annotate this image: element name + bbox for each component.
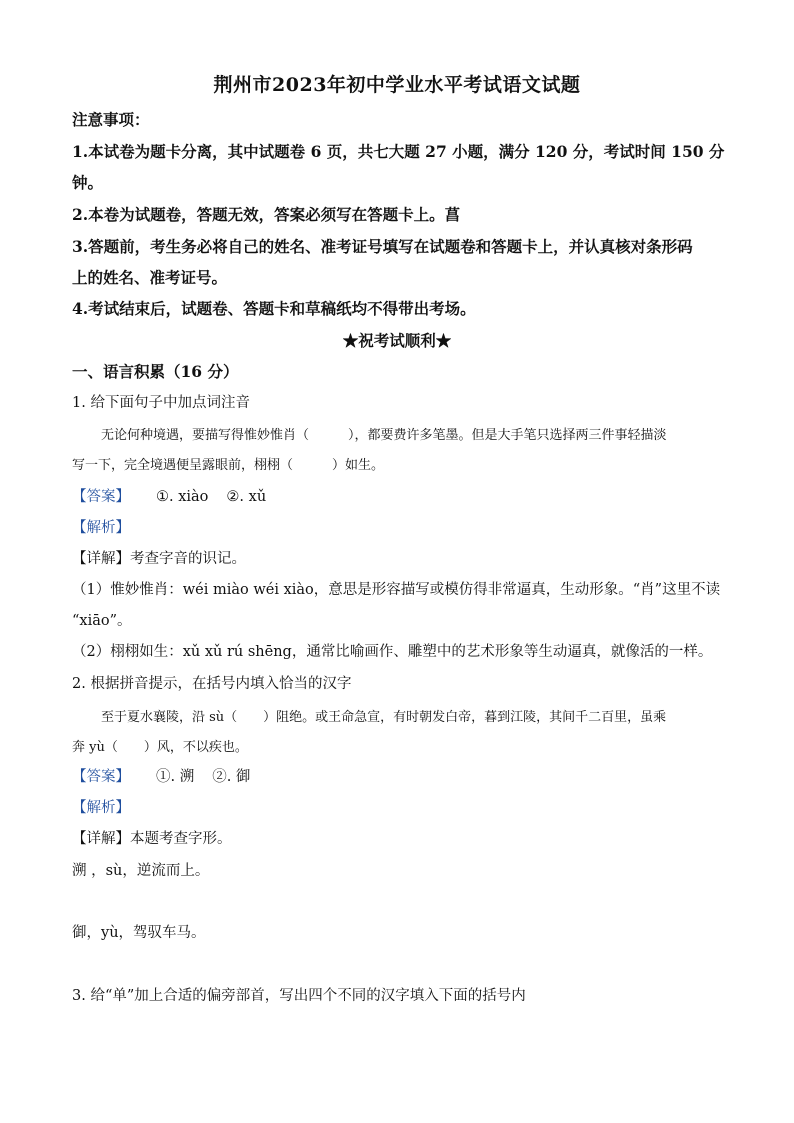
question-2-detail: 【详解】本题考查字形。 bbox=[72, 831, 232, 847]
question-3-prompt: 3. 给“单”加上合适的偏旁部首，写出四个不同的汉字填入下面的括号内 bbox=[72, 988, 526, 1004]
answer-label: 【答案】 bbox=[72, 769, 130, 785]
notice-item-2: 2.本卷为试题卷，答题无效，答案必须写在答题卡上。菖 bbox=[72, 205, 461, 224]
question-1-note-1-cont: “xiāo”。 bbox=[72, 613, 132, 629]
question-2-note-1: 溯 ，sù，逆流而上。 bbox=[72, 863, 210, 879]
answer-value-2: ②. 御 bbox=[212, 769, 251, 785]
question-1-passage: 无论何种境遇，要描写得惟妙惟肖（ ），都要费许多笔墨。但是大手笔只选择两三件事轻描淡 bbox=[101, 428, 667, 443]
answer-value-2: ②. xǔ bbox=[226, 489, 267, 505]
page-title: 荆州市2023年初中学业水平考试语文试题 bbox=[213, 74, 581, 96]
notice-item-1: 1.本试卷为题卡分离，其中试题卷 6 页，共七大题 27 小题，满分 120 分，考试时间 150 分 bbox=[72, 142, 725, 161]
question-1-note-1: （1）惟妙惟肖：wéi miào wéi xiào，意思是形容描写或模仿得非常逼真，生动形象。“肖”这里不读 bbox=[72, 582, 721, 598]
answer-value-1: ①. xiào bbox=[156, 489, 209, 505]
question-1-analysis-label: 【解析】 bbox=[72, 520, 130, 536]
question-2-answer bbox=[72, 765, 250, 786]
question-1-answer bbox=[72, 485, 266, 506]
question-2-note-2: 御，yù，驾驭车马。 bbox=[72, 925, 206, 941]
notice-item-3: 3.答题前，考生务必将自己的姓名、准考证号填写在试题卷和答题卡上，并认真核对条形码 bbox=[72, 237, 693, 256]
notice-heading: 注意事项： bbox=[72, 110, 150, 129]
good-luck-banner: ★祝考试顺利★ bbox=[342, 331, 452, 350]
notice-item-3-cont: 上的姓名、准考证号。 bbox=[72, 268, 228, 287]
answer-label: 【答案】 bbox=[72, 489, 130, 505]
question-1-prompt: 1. 给下面句子中加点词注音 bbox=[72, 395, 250, 411]
question-1-detail: 【详解】考查字音的识记。 bbox=[72, 551, 246, 567]
notice-item-4: 4.考试结束后，试题卷、答题卡和草稿纸均不得带出考场。 bbox=[72, 299, 476, 318]
notice-item-1-cont: 钟。 bbox=[72, 173, 104, 192]
question-1-note-2: （2）栩栩如生：xǔ xǔ rú shēng，通常比喻画作、雕塑中的艺术形象等生动逼真，就像活的一样。 bbox=[72, 644, 713, 660]
question-2-passage: 至于夏水襄陵，沿 sù（ ）阻绝。或王命急宣，有时朝发白帝，暮到江陵，其间千二百里，虽乘 bbox=[101, 710, 667, 725]
question-2-passage-cont: 奔 yù（ ）风，不以疾也。 bbox=[72, 740, 248, 755]
question-2-prompt: 2. 根据拼音提示，在括号内填入恰当的汉字 bbox=[72, 676, 352, 692]
question-2-analysis-label: 【解析】 bbox=[72, 800, 130, 816]
answer-value-1: ①. 溯 bbox=[156, 769, 195, 785]
section-heading: 一、语言积累（16 分） bbox=[72, 362, 239, 381]
question-1-passage-cont: 写一下，完全境遇便呈露眼前，栩栩（ ）如生。 bbox=[72, 458, 385, 473]
